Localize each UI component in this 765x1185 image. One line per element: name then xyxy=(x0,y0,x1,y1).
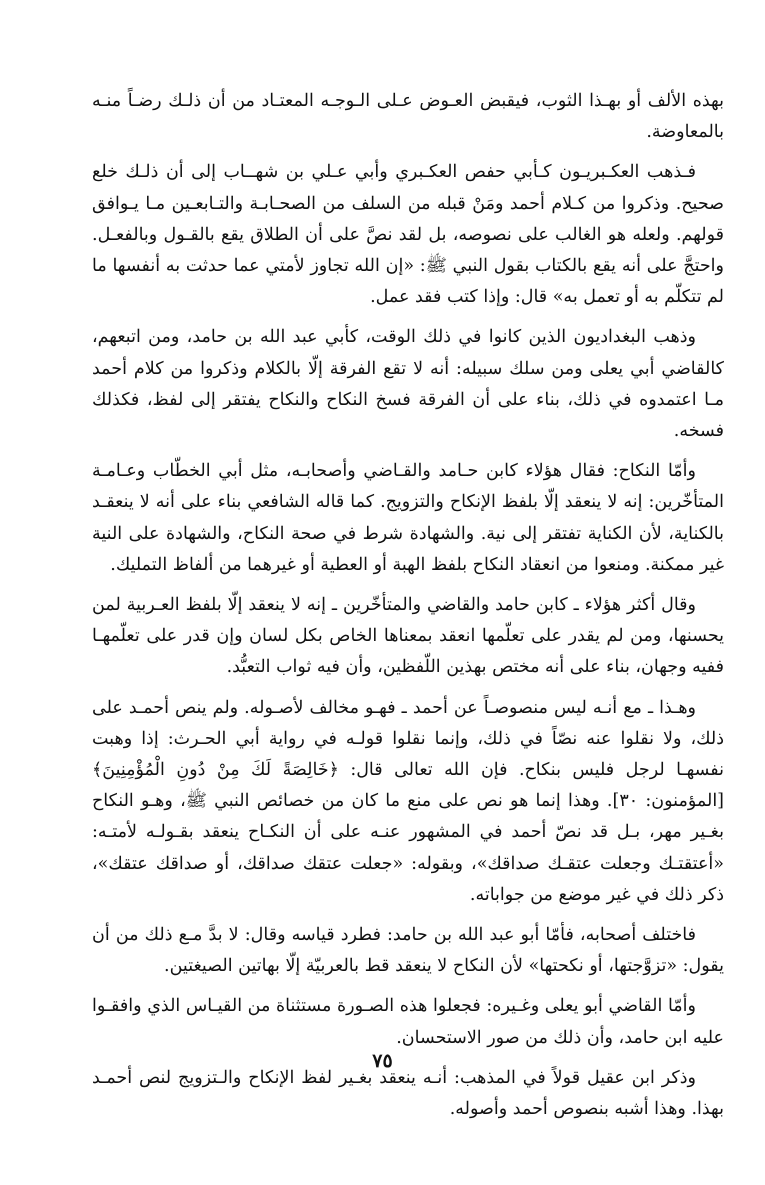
paragraph-1: بهذه الألف أو بهـذا الثوب، فيقبض العـوض عـلى الـوجـه المعتـاد من أن ذلـك رضـاً منـه بالمعاوضة. xyxy=(92,91,724,143)
paragraph-7: فاختلف أصحابه، فأمّا أبو عبد الله بن حامد: فطرد قياسه وقال: لا بدَّ مـع ذلك من أن يقول: «تزوَّجتها، أو نكحتها» لأن النكاح لا ينعقد قط بالعربيّة إلّا بهاتين الصيغتين. xyxy=(92,925,724,977)
page-body xyxy=(92,86,724,1134)
page-number: ٧٥ xyxy=(372,1050,393,1072)
paragraph-3: وذهب البغداديون الذين كانوا في ذلك الوقت، كأبي عبد الله بن حامد، ومن اتبعهم، كالقاضي أبي يعلى ومن سلك سبيله: أنه لا تقع الفرقة إلّا بالكلام وذكروا من كلام أحمد مـا اعتمدوه في ذلك، بناء على أن الفرقة فسخ النكاح والنكاح يفتقر إلى لفظ، فكذلك فسخه. xyxy=(92,327,724,442)
paragraph-8: وأمّا القاضي أبو يعلى وغـيره: فجعلوا هذه الصـورة مستثناة من القيـاس الذي وافقـوا عليه ابن حامد، وأن ذلك من صور الاستحسان. xyxy=(92,996,724,1048)
paragraph-5: وقال أكثر هؤلاء ـ كابن حامد والقاضي والمتأخّرين ـ إنه لا ينعقد إلّا بلفظ العـربية لمن يحسنها، ومن لم يقدر على تعلّمها انعقد بمعناها الخاص بكل لسان وإن قدر على تعلّمهـا ففيه وجهان، بناء على أنه مختص بهذين اللّفظين، وأن فيه ثواب التعبُّد. xyxy=(92,595,724,678)
paragraph-4: وأمّا النكاح: فقال هؤلاء كابن حـامد والقـاضي وأصحابـه، مثل أبي الخطّاب وعـامـة المتأخّرين: إنه لا ينعقد إلّا بلفظ الإنكاح والتزويج. كما قاله الشافعي بناء على أنه لا ينعقـد بالكناية، لأن الكناية تفتقر إلى نية. والشهادة شرط في صحة النكاح، والشهادة على النية غير ممكنة. ومنعوا من انعقاد النكاح بلفظ الهبة أو العطية أو غيرهما من ألفاظ التمليك. xyxy=(92,461,724,575)
paragraph-9: وذكر ابن عقيل قولاً في المذهب: أنـه ينعقد بغـير لفظ الإنكاح والـتزويج لنص أحمـد بهذا. وهذا أشبه بنصوص أحمد وأصوله. xyxy=(92,1067,724,1120)
paragraph-2: فـذهب العكـبريـون كـأبي حفص العكـبري وأبي عـلي بن شهــاب إلى أن ذلـك خلع صحيح. وذكروا من كـلام أحمد ومَنْ قبله من السلف من الصحـابـة والتـابعـين مـا يـوافق قولهم. ولعله هو الغالب على نصوصه، بل لقد نصَّ على أن الطلاق يقع بالقـول وبالفعـل. واحتجَّ على أنه يقع بالكتاب بقول النبي ﷺ: «إن الله تجاوز لأمتي عما حدثت به أنفسها ما لم تتكلّم به أو تعمل به» قال: وإذا كتب فقد عمل. xyxy=(92,162,724,308)
paragraph-6: وهـذا ـ مع أنـه ليس منصوصـاً عن أحمد ـ فهـو مخالف لأصـوله. ولم ينص أحمـد على ذلك، ولا نقلوا عنه نصّاً في ذلك، وإنما نقلوا قولـه في رواية أبي الحـرث: إذا وهبت نفسهـا لرجل فليس بنكاح. فإن الله تعالى قال: ﴿خَالِصَةً لَكَ مِنْ دُونِ الْمُؤْمِنِينَ﴾ [المؤمنون: ٣٠]. وهذا إنما هو نص على منع ما كان من خصائص النبي ﷺ، وهـو النكاح بغـير مهر، بـل قد نصّ أحمد في المشهور عنـه على أن النكـاح ينعقد بقـولـه لأمتـه: «أعتقتـك وجعلت عتقـك صداقك»، وبقوله: «جعلت عتقك صداقك، أو صداقك عتقك»، ذكر ذلك في غير موضع من جواباته. xyxy=(92,697,725,905)
